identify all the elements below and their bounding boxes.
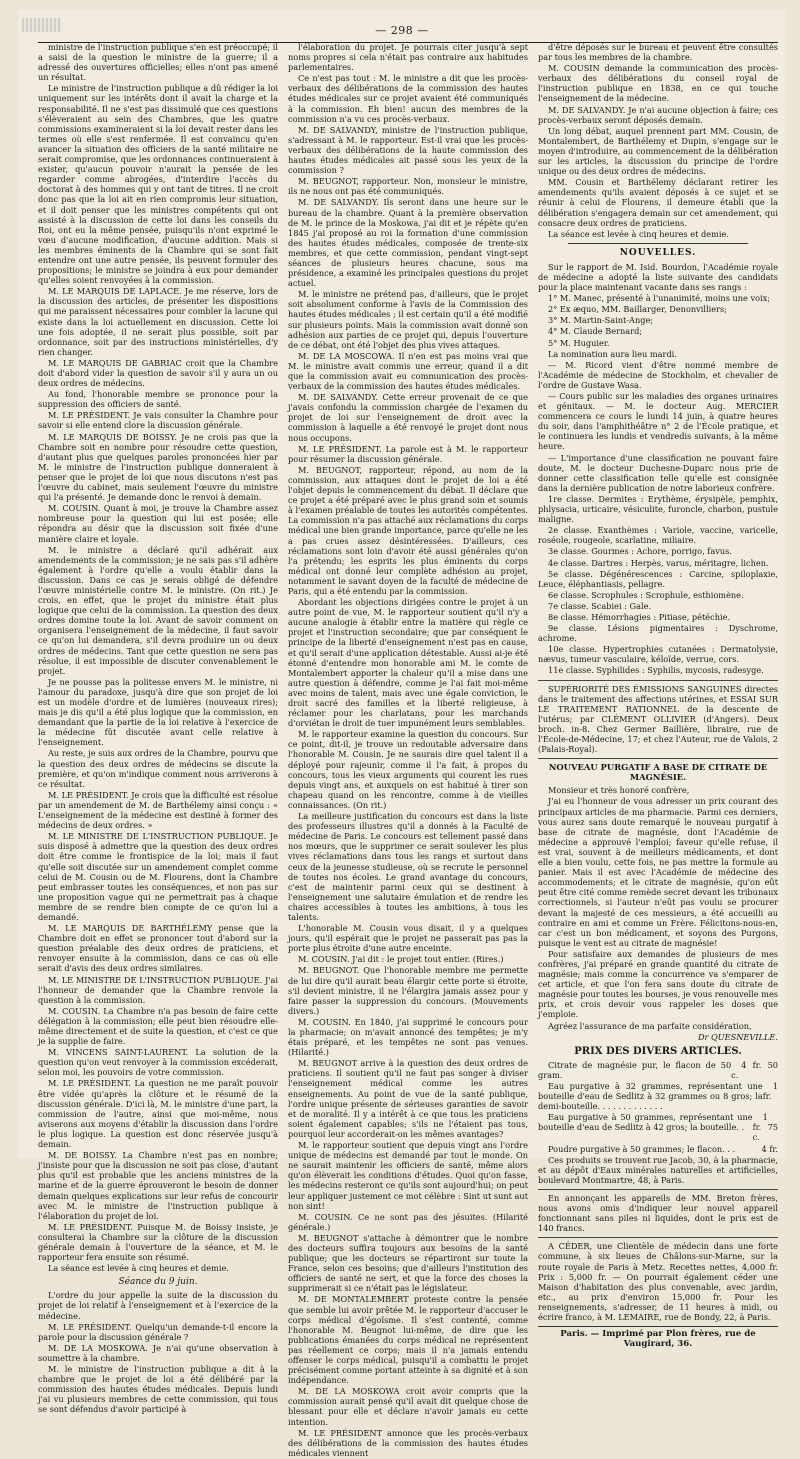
- news-item: — Cours public sur les maladies des organes urinaires et génitaux. — M. le docteur Aug. MERCIER commencera ce cours le lundi 14 juin, à quatre heures du soir, dans l'amphithéâtre n° 2 de l'École pratique, et le continuera les lundis et vendredis suivants, à la même heure.: [538, 391, 778, 452]
- signature: Dr QUESNEVILLE.: [697, 1031, 778, 1042]
- breton-ad: [538, 1189, 778, 1233]
- news-item: 3° M. Martin-Saint-Ange;: [548, 315, 654, 326]
- paragraph: Au fond, l'honorable membre se prononce pour la suppression des officiers de santé.: [38, 389, 278, 410]
- letter-paragraph: J'ai eu l'honneur de vous adresser un prix courant des principaux articles de ma pharmacie. Parmi ces derniers, vous aurez sans doute remarqué le nouveau purgatif à base de citrate de magnésie, dont l'Académie de médecine a approuvé l'emploi; faveur qu'elle refuse, il est vrai, souvent à de meilleurs médicaments, et dont elle a bien voulu, cette fois, ne pas mettre la formule au panier. Mais il est avec l'Académie de médecine des accommodements; et le citrate de magnésie, qu'on eût peut être cité comme remède secret devant les tribunaux correctionnels, si l'auteur n'eût pas voulu se procurer devant la majesté de ces messieurs, a été accueilli au contraire en ami et comme un Frère. Félicitons-nous-en, car c'est un bon médicament, et soyons des Purgons, puisque le vent est au citrate de magnésie!: [538, 796, 778, 948]
- price-row: [538, 1081, 778, 1111]
- paragraph: M. DE SALVANDY. Cette erreur provenait de ce que j'avais confondu la commission chargée de l'examen du projet de loi sur l'enseignement de droit avec la commission à laquelle a été renvoyé le projet dont nous nous occupons.: [288, 392, 528, 443]
- nouvelles-title: NOUVELLES.: [619, 247, 697, 258]
- paragraph: M. BEUGNOT, rapporteur. Non, monsieur le ministre, ils ne nous ont pas été communiqués.: [288, 176, 528, 197]
- price-value: 4 fr. 50 c.: [731, 1059, 778, 1080]
- paragraph: M. LE MARQUIS DE BOISSY. Je ne crois pas que la Chambre soit en nombre pour résoudre cette question, d'autant plus que quelques paroles prononcées hier par M. le ministre de l'instruction publique donneraient à penser que le projet de loi que nous discutons n'est pas l'œuvre du cabinet, mais seulement l'œuvre du ministre qui l'a présenté. Je demande donc le renvoi à demain.: [38, 431, 278, 503]
- paragraph: d'être déposés sur le bureau et peuvent être consultés par tous les membres de la chambre.: [538, 42, 778, 63]
- paragraph: M. LE PRÉSIDENT. Je vais consulter la Chambre pour savoir si elle entend clore la discussion générale.: [38, 410, 278, 431]
- news-item: 10e classe. Hypertrophies cutanées : Dermatolysie, nævus, tumeur vasculaire, kéloïde, verrue, cors.: [538, 644, 778, 665]
- ceder-ad: [538, 1237, 778, 1322]
- paragraph: M. LE PRÉSIDENT. Je crois que la difficulté est résolue par un amendement de M. de Barthélemy ainsi conçu : « L'enseignement de la médecine est destiné à former des médecins de deux ordres. »: [38, 789, 278, 831]
- letter-paragraph: Monsieur et très honoré confrère,: [548, 785, 690, 796]
- paragraph: M. COUSIN demande la communication des procès-verbaux des délibérations du conseil royal de l'instruction publique en 1838, en ce qui touche l'enseignement de la médecine.: [538, 63, 778, 104]
- price-row: [538, 1112, 778, 1142]
- paragraph: M. BEUGNOT arrive à la question des deux ordres de praticiens. Il soutient qu'il ne faut pas songer à diviser l'enseignement médical comme les autres enseignements. Au point de vue de la santé publique, l'ordre unique présente de sérieuses garanties de savoir et de moralité. Il y a intérêt à ce que tous les praticiens soient également capables; s'ils ne l'étaient pas tous, pourquoi leur accorderait-on les mêmes avantages?: [288, 1058, 528, 1139]
- paragraph: M. LE MINISTRE DE L'INSTRUCTION PUBLIQUE. Je suis disposé à admettre que la question des deux ordres doit être comme le frontispice de la loi; mais il faut qu'elle soit discutée sur un amendement complet comme celui de M. Cousin ou de M. Flourens, dont la Chambre peut embrasser toutes les conséquences, et non pas sur une proposition vague qui ne permettrait pas à chaque membre de se rendre bien compte de ce qu'on lui a demandé.: [38, 831, 278, 922]
- paragraph: Ce n'est pas tout : M. le ministre a dit que les procès-verbaux des délibérations de la commission des hautes études médicales sur ce projet avaient été communiqués à la commission. Eh bien! aucun des membres de la commission n'a vu ces procès-verbaux.: [288, 73, 528, 124]
- column-1: [38, 42, 278, 1459]
- letter-paragraph: Agréez l'assurance de ma parfaite considération,: [548, 1020, 752, 1031]
- paragraph: La séance est levée à cinq heures et demie.: [48, 1263, 229, 1274]
- paragraph: M. BEUGNOT s'attache à démontrer que le nombre des docteurs suffira toujours aux besoins de la santé publique; que les docteurs se répartiront sur toute la France, selon ces besoins; que d'ailleurs l'institution des officiers de santé ne sert, et que la force des choses la supprimerait si ce n'était pas le législateur.: [288, 1232, 528, 1294]
- news-item: 4° M. Claude Bernard;: [548, 326, 643, 337]
- paragraph: M. le ministre a déclaré qu'il adhérait aux amendements de la commission; je ne sais pas s'il adhère également à l'ordre qu'elle a voulu établir dans la discussion. Dans ce cas je serais obligé de défendre l'œuvre ministérielle contre M. le ministre. (On rit.) Je crois, en effet, que le projet du ministre était plus logique que celui de la commission. La question des deux ordres domine toute la loi. Avant de savoir comment on organisera l'enseignement de la médecine, il faut savoir ce qu'on lui demandera, s'il devra produire un ou deux ordres de médecins. Tant que cette question ne sera pas résolue, il est impossible de discuter convenablement le projet.: [38, 544, 278, 676]
- news-item: 5° M. Huguier.: [548, 337, 610, 348]
- paragraph: Le ministre de l'instruction publique a dû rédiger la loi uniquement sur les intérêts dont il avait la charge et la responsabilité. Il ne s'est pas dissimulé que ces questions s'élèveraient au sein des Chambres, que les quatre commissions examineraient si la loi devait rester dans les termes où elle s'est renfermée. Il est convaincu qu'en avancer la situation des officiers de la santé militaire ne serait compromise, que les ordonnances continueraient à exister, qu'aucun pouvoir n'aurait la pensée de les regarder comme abrogées, d'interdire l'accès du doctorat à des hommes qui y ont tant de titres. Il ne croit donc pas que la loi ait en rien compromis leur situation, et il doit penser que les ministres compétents qui ont assisté à la discussion de cette loi dans les conseils du Roi, ont eu la même pensée, puisqu'ils n'ont exprimé le vœu d'aucune modification, d'aucune addition. Mais si les membres éminents de la Chambre qui se sont fait entendre ont une autre pensée, ils peuvent formuler des propositions; le ministre se joindra à eux pour demander qu'elles soient renvoyées à la commission.: [38, 83, 278, 286]
- price-label: Poudre purgative à 50 grammes; le flacon. . .: [548, 1143, 736, 1154]
- paragraph: M. COUSIN. J'ai dit : le projet tout entier. (Rires.): [298, 954, 504, 965]
- paragraph: M. COUSIN. Ce ne sont pas des jésuites. (Hilarité générale.): [288, 1211, 528, 1232]
- newspaper-page: [18, 10, 786, 1458]
- ollivier-ad: [538, 680, 778, 755]
- paragraph: M. LE MARQUIS DE GABRIAC croit que la Chambre doit d'abord vider la question de savoir s'il y aura un ou deux ordres de médecins.: [38, 357, 278, 389]
- paragraph: MM. Cousin et Barthélemy déclarant retirer les amendements qu'ils avaient déposés à ce sujet et se réunir à celui de Flourens, il demeure établi que la délibération s'engagera demain sur cet amendement, qui consacre deux ordres de praticiens.: [538, 177, 778, 228]
- paragraph: ministre de l'instruction publique s'en est préoccupé; il a saisi de la question le ministre de la guerre; il a adressé des ouvertures officielles; elles n'ont pas amené un résultat.: [38, 42, 278, 83]
- news-item: 5e classe. Dégénérescences : Carcine, spiloplaxie, Leuce, éléphantiasis, pellagre.: [538, 568, 778, 589]
- column-2: [288, 42, 528, 1459]
- paragraph: M. DE MONTALEMBERT proteste contre la pensée que semble lui avoir prêtée M. le rapporteur d'accuser le corps médical d'égoïsme. Il s'est contenté, comme l'honorable M. Beugnot lui-même, de dire que les publications émanées du corps médical ne représentent pas réellement ce corps; mais il n'a jamais entendu offenser le corps médical, puisqu'il a combattu le projet précisément comme portant atteinte à sa dignité et à son indépendance.: [288, 1294, 528, 1386]
- paragraph: Au reste, je suis aux ordres de la Chambre, pourvu que la question des deux ordres de médecins se discute la première, et qu'on m'indique comment nous arriverons à ce résultat.: [38, 748, 278, 789]
- paragraph: M. le rapporteur examine la question du concours. Sur ce point, dit-il, je trouve un redoutable adversaire dans l'honorable M. Cousin. Je ne saurais dire quel talent il a déployé pour rajeunir, comme il l'a fait, à propos du concours, tous les vieux arguments qui courent les rues depuis vingt ans, et auxquels on est habitué à tirer son chapeau quand on les rencontre, comme à de vieilles connaissances. (On rit.): [288, 729, 528, 810]
- paragraph: M. LE PRÉSIDENT. Puisque M. de Boissy insiste, je consulterai la Chambre sur la clôture de la discussion générale demain à l'ouverture de la séance, et M. le rapporteur fera ensuite son résumé.: [38, 1221, 278, 1263]
- paragraph: M. DE LA MOSKOWA. Je n'ai qu'une observation à soumettre à la chambre.: [38, 1342, 278, 1363]
- paragraph: M. le ministre de l'instruction publique a dit à la chambre que le projet de loi a été délibéré par la commission des hautes études médicales. Depuis lundi j'ai vu plusieurs membres de cette commission, qui tous se sont défendus d'avoir participé à: [38, 1364, 278, 1415]
- price-label: Eau purgative à 32 grammes, représentant une bouteille d'eau de Sedlitz à 32 grammes ou 8 gros; la demi-bouteille. . . . . . . . . . . . .: [538, 1081, 763, 1112]
- paragraph: M. DE LA MOSCOWA. Il n'en est pas moins vrai que M. le ministre avait commis une erreur, quand il a dit que la commission avait eu communication des procès-verbaux de la commission des hautes études médicales.: [288, 350, 528, 392]
- paragraph: La meilleure justification du concours est dans la liste des professeurs illustres qu'il a donnés à la Faculté de médecine de Paris. Le concours est tellement passé dans nos mœurs, que le supprimer ce serait soulever les plus vives réclamations dans tous les rangs et surtout dans ceux de la jeunesse studieuse, où se recrute le personnel de toutes nos écoles. Le grand avantage du concours, c'est de maintenir parmi ceux qui se destinent à l'enseignement une salutaire émulation et de rendre les chaires accessibles à toutes les ambitions, à tous les talents.: [288, 811, 528, 922]
- seance-title: Séance du 9 juin.: [118, 1277, 198, 1288]
- printer-footer: Paris. — Imprimé par Plon frères, rue de Vaugirard, 36.: [538, 1326, 778, 1349]
- paragraph: M. DE LA MOSKOWA croit avoir compris que la commission aurait pensé qu'il avait dit quelque chose de blessant pour elle et déclare n'avoir jamais eu cette intention.: [288, 1386, 528, 1427]
- paragraph: M. BEUGNOT, rapporteur, répond, au nom de la commission, aux attaques dont le projet de loi a été l'objet depuis le commencement du débat. Il déclare que ce projet a été préparé avec le plus grand soin et soumis à l'examen préalable de toutes les autorités compétentes. La commission n'a pas attaché aux réclamations du corps médical une bien grande importance, parce qu'elle ne les a pas crues assez désintéressées. D'ailleurs, ces réclamations sont loin d'avoir été aussi générales qu'on l'a prétendu; les esprits les plus éminents du corps médical ont donné leur complète adhésion au projet, notamment le savant doyen de la faculté de médecine de Paris, qui a été entendu par la commission.: [288, 464, 528, 596]
- paragraph: M. COUSIN. En 1840, j'ai supprimé le concours pour la pharmacie; on m'avait annoncé des tempêtes; je m'y étais préparé, et les tempêtes ne sont pas venues. (Hilarité.): [288, 1016, 528, 1058]
- paragraph: M. LE PRÉSIDENT. La question ne me paraît pouvoir être vidée qu'après la clôture et le résumé de la discussion générale. D'ici là, M. le ministre d'une part, la commission de l'autre, ainsi que moi-même, nous aviserons aux moyens d'établir la discussion dans l'ordre le plus logique. La question est donc réservée jusqu'à demain.: [38, 1078, 278, 1150]
- page-header: [18, 18, 786, 42]
- breton-ad-text: En annonçant les appareils de MM. Breton frères, nous avons omis d'indiquer leur nouvel appareil fonctionnant sans piles ni liquides, dont le prix est de 140 francs.: [538, 1192, 778, 1234]
- news-item: 7e classe. Scabiei : Gale.: [548, 600, 652, 611]
- paragraph: L'ordre du jour appelle la suite de la discussion du projet de loi relatif à l'enseignement et à l'exercice de la médecine.: [38, 1290, 278, 1321]
- paragraph: M. BEUGNOT. Que l'honorable membre me permette de lui dire qu'il aurait beau élargir cette porte si étroite, s'il devient ministre, il ne l'élargira jamais assez pour y faire passer la suppression du concours. (Mouvements divers.): [288, 965, 528, 1016]
- news-item: 2e classe. Exanthèmes : Variole, vaccine, varicelle, roséole, rougeole, scarlatine, miliaire.: [538, 525, 778, 546]
- paragraph: M. LE PRÉSIDENT. Quelqu'un demande-t-il encore la parole pour la discussion générale ?: [38, 1321, 278, 1342]
- paragraph: La séance est levée à cinq heures et demie.: [548, 228, 729, 239]
- price-value: 1 fr.: [762, 1081, 778, 1102]
- price-row: [538, 1144, 778, 1154]
- ollivier-ad-text: SUPÉRIORITÉ DES ÉMISSIONS SANGUINES directes dans le traitement des affections utérines, et ESSAI SUR LE TRAITEMENT RATIONNEL de la descente de l'utérus; par CLÉMENT OLLIVIER (d'Angers). Deux broch. in-8. Chez Germer Baillière, libraire, rue de l'École-de-Médecine, 17; et chez l'Auteur, rue de Valois, 2 (Palais-Royal).: [538, 683, 778, 755]
- paragraph: Abordant les objections dirigées contre le projet à un autre point de vue, M. le rapporteur soutient qu'il n'y a aucune analogie à établir entre la matière qui règle ce projet et l'instruction secondaire; que par conséquent le principe de la liberté d'enseignement n'est pas en cause, et qu'il serait d'une application détestable. Aussi ai-je été étonné d'entendre mon honorable ami M. le comte de Montalembert apporter la chaleur qu'il a mise dans une autre question à défendre, comme je l'ai fait moi-même avec moins de talent, mais avec une égale conviction, le droit sacré des familles et la liberté religieuse, à réclamer pour les charlatans, pour les marchands d'orviétan le droit de tuer impunément leurs semblables.: [288, 597, 528, 729]
- news-item: 2° Ex æquo, MM. Baillarger, Denonvilliers;: [548, 304, 727, 315]
- news-item: 11e classe. Syphilides : Syphilis, mycosis, radesyge.: [548, 665, 764, 676]
- paragraph: M. LE MINISTRE DE L'INSTRUCTION PUBLIQUE. J'ai l'honneur de demander que la Chambre renvoie la question à la commission.: [38, 974, 278, 1005]
- paragraph: L'honorable M. Cousin vous disait, il y a quelques jours, qu'il espérait que le projet ne passerait pas pas la porte plus étroite d'une autre enceinte.: [288, 923, 528, 954]
- purgatif-title: NOUVEAU PURGATIF A BASE DE CITRATE DE MAGNÉSIE.: [538, 758, 778, 782]
- price-label: Citrate de magnésie pur, le flacon de 50 gram.: [538, 1059, 732, 1080]
- section-divider: [568, 243, 748, 244]
- price-label: Eau purgative à 50 grammes, représentant une bouteille d'eau de Sedlitz à 42 gros; la bouteille. .: [538, 1112, 753, 1133]
- price-value: 4 fr.: [761, 1143, 778, 1154]
- paragraph: l'élaboration du projet. Je pourrais citer jusqu'à sept noms propres si cela n'était pas contraire aux habitudes parlementaires.: [288, 42, 528, 73]
- page-number: — 298 —: [375, 24, 429, 37]
- news-item: Sur le rapport de M. Isid. Bourdon, l'Académie royale de médecine a adopté la liste suivante des candidats pour la place maintenant vacante dans ses rangs :: [538, 261, 778, 293]
- news-item: 1re classe. Dermites : Erythème, érysipèle, pemphix, phlysacia, urticaire, vésiculite, furoncle, charbon, pustule maligne.: [538, 493, 778, 525]
- paragraph: M. LE PRÉSIDENT annonce que les procès-verbaux des délibérations de la commission des hautes études médicales viennent: [288, 1427, 528, 1458]
- paragraph: M. DE SALVANDY. Je n'ai aucune objection à faire; ces procès-verbaux seront déposés demain.: [538, 104, 778, 125]
- news-item: — L'importance d'une classification ne pouvant faire doute, M. le docteur Duchesne-Duparc nous prie de donner cette classification telle qu'elle est consignée dans la dernière publication de notre laborieux confrère.: [538, 452, 778, 493]
- prices-note: Ces produits se trouvent rue Jacob, 30, à la pharmacie, et au dépôt d'Eaux minérales naturelles et artificielles, boulevard Montmartre, 48, à Paris.: [538, 1154, 778, 1185]
- news-item: La nomination aura lieu mardi.: [548, 348, 677, 359]
- news-item: 6e classe. Scrophules : Scrophule, esthiomène.: [548, 589, 744, 600]
- paragraph: Un long débat, auquel prennent part MM. Cousin, de Montalembert, de Barthélemy et Dupin, s'engage sur le moyen d'introduire, au commencement de la délibération sur les articles, la discussion du principe de l'ordre unique ou des deux ordres de médecins.: [538, 125, 778, 177]
- paragraph: M. LE PRÉSIDENT. La parole est à M. le rapporteur pour résumer la discussion générale.: [288, 443, 528, 464]
- paragraph: M. LE MARQUIS DE BARTHÉLEMY pense que la Chambre doit en effet se prononcer tout d'abord sur la question préalable des deux ordres de praticiens, et renvoyer ensuite à la commission, dans ce cas où elle serait d'avis des deux ordres similaires.: [38, 923, 278, 974]
- column-3: [538, 42, 778, 1459]
- ceder-ad-text: A CÉDER, une Clientèle de médecin dans une forte commune, à six lieues de Châlons-sur-Marne, sur la route royale de Paris à Metz. Recettes nettes, 4,000 fr. Prix : 5,000 fr. — On pourrait également céder une Maison d'habitation des plus convenable, avec jardin, etc., au prix d'environ 15,000 fr. Pour les renseignements, s'adresser, de 11 heures à midi, ou écrire franco, à M. LEMAIRE, rue de Bondy, 22, à Paris.: [538, 1241, 778, 1322]
- news-item: 1° M. Manec, présenté à l'unanimité, moins une voix;: [548, 293, 771, 304]
- news-item: 9e classe. Lésions pigmentaires : Dyschrome, achrome.: [538, 623, 778, 644]
- text-columns: [38, 42, 778, 1458]
- paragraph: M. le rapporteur soutient que depuis vingt ans l'ordre unique de médecins est demandé par tout le monde. On ne saurait maintenir les officiers de santé, même alors qu'on élèverait les conditions d'études. Quoi qu'on fasse, les médecins resteront ce qu'ils sont aujourd'hui; on peut leur appliquer justement ce mot célèbre : Sint ut sunt aut non sint!: [288, 1140, 528, 1211]
- paragraph: M. LE MARQUIS DE LAPLACE. Je me réserve, lors de la discussion des articles, de présenter les dispositions qui me paraissent nécessaires pour combler la lacune qui existe dans la loi actuellement en discussion. Cette loi une fois adoptée, il ne serait plus possible, soit par ordonnance, soit par des instructions ministérielles, d'y rien changer.: [38, 286, 278, 357]
- paragraph: M. VINCENS SAINT-LAURENT. La solution de la question qu'on veut renvoyer à la commission excéderait, selon moi, les pouvoirs de votre commission.: [38, 1047, 278, 1078]
- paragraph: M. DE BOISSY. La Chambre n'est pas en nombre; j'insiste pour que la discussion ne soit pas close, d'autant plus qu'il est probable que les anciens ministres de la marine et de la guerre éprouveront le besoin de donner demain quelques explications sur leur refus de concourir avec M. le ministre de l'instruction publique à l'élaboration du projet de loi.: [38, 1150, 278, 1221]
- paragraph: M. COUSIN. La Chambre n'a pas besoin de faire cette délégation à la commission; elle peut bien résoudre elle-même directement et de suite la question, et c'est ce que je la supplie de faire.: [38, 1005, 278, 1047]
- letter-paragraph: Pour satisfaire aux demandes de plusieurs de mes confrères, j'ai préparé en grande quantité du citrate de magnésie; mais comme la concurrence va s'emparer de cet article, et que l'on fera sans doute du citrate de magnésie pour toutes les bourses, je vous renouvelle mes prix, et crois devoir vous rappeler les doses que j'emploie.: [538, 948, 778, 1020]
- paragraph: M. COUSIN. Quant à moi, je trouve la Chambre assez nombreuse pour la question qui lui est posée; elle répondra au désir que la discussion soit fixée d'une manière claire et loyale.: [38, 503, 278, 544]
- news-item: 3e classe. Gourmes : Achore, porrigo, favus.: [548, 546, 732, 557]
- news-item: — M. Ricord vient d'être nommé membre de l'Académie de médecine de Stockholm, et chevalier de l'ordre de Gustave Wasa.: [538, 359, 778, 390]
- paragraph: M. DE SALVANDY. Ils seront dans une heure sur le bureau de la chambre. Quant à la première observation de M. le prince de la Moskowa, j'ai dit et je répète qu'en 1845 j'ai proposé au roi la formation d'une commission des hautes études médicales, composée de trente-six membres, et que cette commission, pendant vingt-sept séances de plusieurs heures chacune, sous ma présidence, a examiné les principales questions du projet actuel.: [288, 197, 528, 289]
- paragraph: M. le ministre ne prétend pas, d'ailleurs, que le projet soit absolument conforme à l'avis de la Commission des hautes études médicales ; il est certain qu'il a été modifié sur plusieurs points. Mais la commission avait donné son adhésion aux parties de ce projet qui, depuis l'ouverture de ce débat, ont été l'objet des plus vives attaques.: [288, 289, 528, 350]
- paragraph: Je ne pousse pas la politesse envers M. le ministre, ni l'amour du paradoxe, jusqu'à dire que son projet de loi est un modèle d'ordre et de lumières (nouveaux rires); mais je dis qu'il a été plus logique que la commission, en demandant que la partie de la loi relative à l'exercice de la médecine fût discutée avant celle relative à l'enseignement.: [38, 676, 278, 748]
- news-item: 4e classe. Dartres : Herpès, varus, méritagre, lichen.: [548, 557, 769, 568]
- paragraph: M. DE SALVANDY, ministre de l'instruction publique, s'adressant à M. le rapporteur. Est-il vrai que les procès-verbaux des délibérations de la haute commission des hautes études médicales ait passé sous les yeux de la commission ?: [288, 124, 528, 176]
- news-item: 8e classe. Hémorrhagies : Pitiase, pétéchie.: [548, 611, 731, 622]
- price-row: [538, 1060, 778, 1080]
- prices-title: PRIX DES DIVERS ARTICLES.: [574, 1045, 742, 1057]
- price-value: 1 fr. 75 c.: [752, 1112, 778, 1143]
